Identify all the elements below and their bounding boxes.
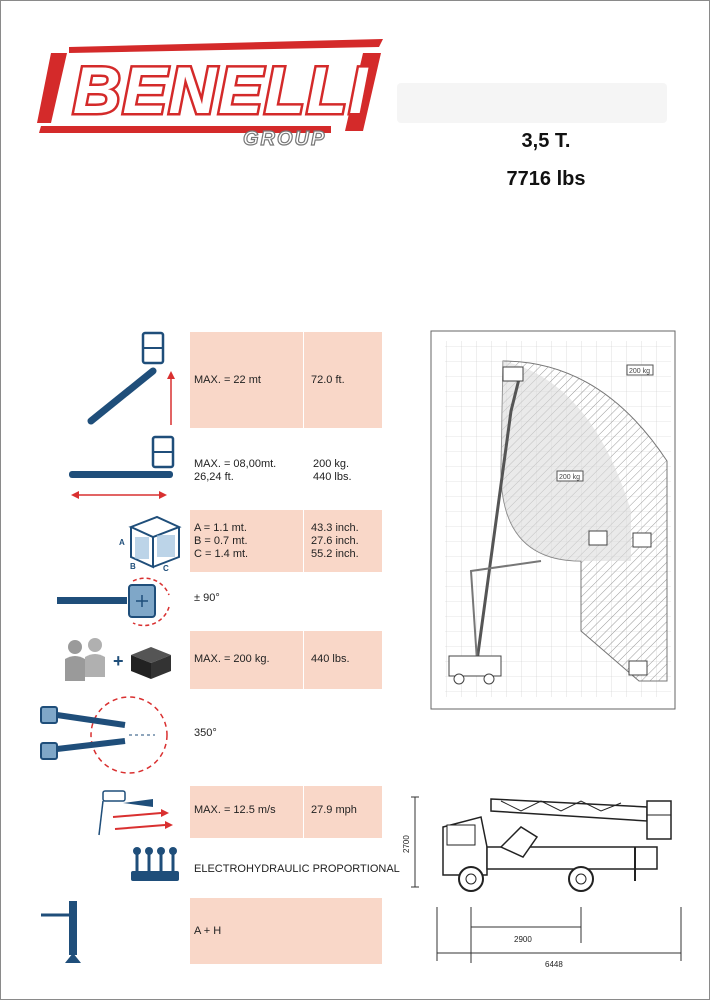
- basket-metric: A = 1.1 mt. B = 0.7 mt. C = 1.4 mt.: [194, 522, 249, 560]
- dim-length-label: 6448: [545, 960, 563, 969]
- basket-divider: [303, 510, 304, 572]
- capacity-divider: [303, 631, 304, 689]
- capacity-icon: [53, 633, 185, 689]
- outriggers-value: A + H: [194, 925, 222, 937]
- load-label-high: 200 kg: [629, 368, 651, 375]
- wind-speed-icon: [93, 787, 185, 839]
- brand-name: BENELLI: [73, 53, 370, 127]
- turret-rotation-value: 350°: [194, 727, 217, 739]
- weight-block: [471, 131, 621, 189]
- load-label-mid: 200 kg: [559, 474, 581, 481]
- height-divider: [303, 332, 304, 428]
- basket-rotation-icon: [53, 575, 185, 629]
- capacity-imperial: 440 lbs.: [311, 653, 350, 665]
- basket-letter-c: C: [163, 564, 169, 573]
- controls-value: ELECTROHYDRAULIC PROPORTIONAL: [194, 863, 400, 875]
- svg-text:+: +: [113, 651, 124, 671]
- basket-letter-b: B: [130, 562, 136, 571]
- outreach-icon: [63, 433, 185, 503]
- outreach-metric: MAX. = 08,00mt. 26,24 ft.: [194, 458, 277, 483]
- joystick-controls-icon: [129, 843, 181, 883]
- turret-rotation-icon: [39, 695, 185, 779]
- faded-model-banner: [397, 83, 667, 123]
- weight-imperial: 7716 lbs: [506, 168, 586, 190]
- outriggers-icon: [39, 897, 89, 967]
- dim-wheelbase-label: 2900: [514, 935, 532, 944]
- brand-sub: GROUP: [243, 128, 327, 150]
- basket-letter-a: A: [119, 538, 125, 547]
- benelli-logo: [31, 31, 391, 151]
- height-metric: MAX. = 22 mt: [194, 374, 261, 386]
- working-height-icon: [81, 329, 187, 431]
- basket-dimensions-icon: [117, 507, 185, 573]
- weight-metric: 3,5 T.: [521, 130, 571, 152]
- truck-side-view-drawing: [402, 787, 689, 969]
- wind-divider: [303, 786, 304, 838]
- wind-metric: MAX. = 12.5 m/s: [194, 804, 276, 816]
- dim-height-label: 2700: [402, 835, 411, 853]
- height-imperial: 72.0 ft.: [311, 374, 345, 386]
- wind-imperial: 27.9 mph: [311, 804, 357, 816]
- working-range-diagram: [431, 331, 675, 709]
- outreach-imperial: 200 kg. 440 lbs.: [313, 458, 352, 483]
- basket-rotation-value: ± 90°: [194, 592, 220, 604]
- capacity-metric: MAX. = 200 kg.: [194, 653, 270, 665]
- basket-imperial: 43.3 inch. 27.6 inch. 55.2 inch.: [311, 522, 359, 560]
